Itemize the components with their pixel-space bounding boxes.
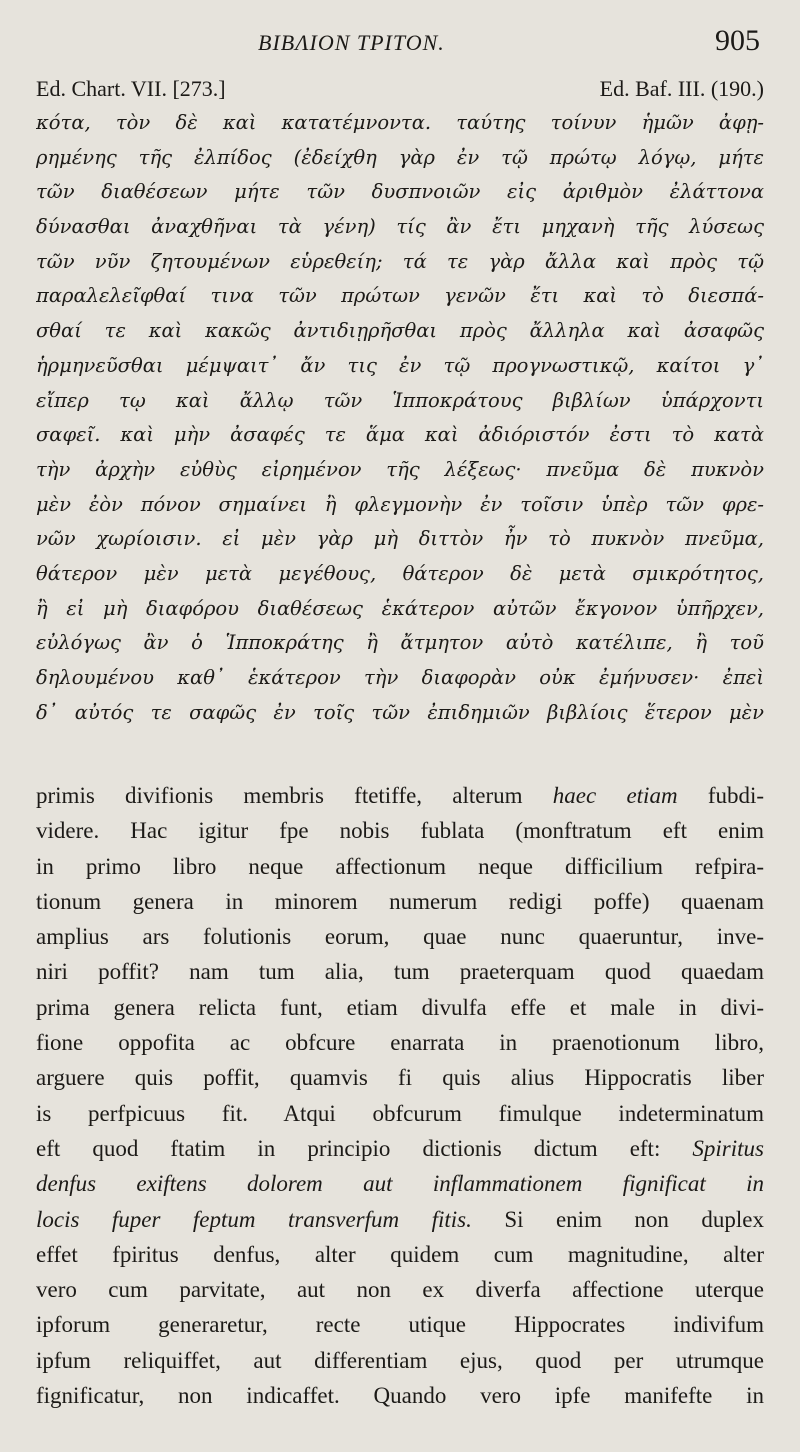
edition-line <box>36 76 764 104</box>
greek-line: τῶν διαθέσεων μήτε τῶν δυσπνοιῶν εἰς ἀριθμὸν ἐλάττονα <box>36 180 764 204</box>
latin-italic-text: locis fuper feptum transverfum fitis. <box>36 1206 472 1232</box>
greek-line: παραλελεῖφθαί τινα τῶν πρώτων γενῶν ἔτι καὶ τὸ διεσπά- <box>36 284 764 308</box>
greek-line: ἢ εἰ μὴ διαφόρου διαθέσεως ἑκάτερον αὐτῶν ἔκγονον ὑπῆρχεν, <box>36 596 764 620</box>
latin-line: prima genera relicta funt, etiam divulfa effe et male in divi- <box>36 994 764 1020</box>
page-number: 905 <box>715 24 760 57</box>
latin-line <box>36 778 764 813</box>
greek-line: ἡρμηνεῦσθαι μέμψαιτ᾽ ἄν τις ἐν τῷ προγνωστικῷ, καίτοι γ᾽ <box>36 353 764 377</box>
latin-text-block <box>36 778 764 1413</box>
latin-line: amplius ars folutionis eorum, quae nunc quaeruntur, inve- <box>36 924 764 950</box>
greek-line: τῶν νῦν ζητουμένων εὑρεθείη; τά τε γὰρ ἄλλα καὶ πρὸς τῷ <box>36 249 764 273</box>
latin-line: vero cum parvitate, aut non ex diverfa affectione uterque <box>36 1277 764 1303</box>
greek-line: νῶν χωρίοισιν. εἰ μὲν γὰρ μὴ διττὸν ἦν τὸ πυκνὸν πνεῦμα, <box>36 527 764 551</box>
greek-line: τὴν ἀρχὴν εὐθὺς εἰρημένον τῆς λέξεως· πνεῦμα δὲ πυκνὸν <box>36 457 764 481</box>
greek-line: θάτερον μὲν μετὰ μεγέθους, θάτερον δὲ μετὰ σμικρότητος, <box>36 561 764 585</box>
latin-line: arguere quis poffit, quamvis fi quis alius Hippocratis liber <box>36 1065 764 1091</box>
greek-line: σθαί τε καὶ κακῶς ἀντιδιῃρῆσθαι πρὸς ἄλληλα καὶ ἀσαφῶς <box>36 319 764 343</box>
latin-line: niri poffit? nam tum alia, tum praeterquam quod quaedam <box>36 959 764 985</box>
latin-line: fione oppofita ac obfcure enarrata in praenotionum libro, <box>36 1030 764 1056</box>
latin-line <box>36 1131 764 1166</box>
greek-line: δηλουμένου καθ᾽ ἑκάτερον τὴν διαφορὰν οὐκ ἐμήνυσεν· ἐπεὶ <box>36 666 764 689</box>
greek-line: εἴπερ τῳ καὶ ἄλλῳ τῶν Ἱπποκράτους βιβλίων ὑπάρχοντι <box>36 388 764 412</box>
greek-text-block <box>36 106 764 730</box>
latin-text: eft quod ftatim in principio dictionis dictum eft: <box>36 1135 661 1161</box>
edition-chartier: Ed. Chart. VII. [273.] <box>36 76 226 101</box>
book-title: ΒΙΒΛΙΟΝ ΤΡΙΤΟΝ. <box>258 30 445 55</box>
latin-line: is perfpicuus fit. Atqui obfcurum fimulque indeterminatum <box>36 1100 764 1126</box>
greek-line: σαφεῖ. καὶ μὴν ἀσαφές τε ἅμα καὶ ἀδιόριστόν ἐστι τὸ κατὰ <box>36 423 764 447</box>
latin-line: effet fpiritus denfus, alter quidem cum magnitudine, alter <box>36 1241 764 1267</box>
latin-italic-line: denfus exiftens dolorem aut inflammationem fignificat in <box>36 1171 764 1197</box>
latin-line <box>36 1202 764 1237</box>
latin-italic-text: Spiritus <box>692 1135 764 1161</box>
running-head <box>0 24 800 64</box>
latin-line: videre. Hac igitur fpe nobis fublata (monftratum eft enim <box>36 818 764 844</box>
latin-line: ipfum reliquiffet, aut differentiam ejus, quod per utrumque <box>36 1347 764 1373</box>
greek-line: δύνασθαι ἀναχθῆναι τὰ γένη) τίς ἂν ἔτι μηχανὴ τῆς λύσεως <box>36 215 764 239</box>
greek-line: κότα, τὸν δὲ καὶ κατατέμνοντα. ταύτης τοίνυν ἡμῶν ἀφῃ- <box>36 111 764 134</box>
latin-text: primis divifionis membris ftetiffe, alterum <box>36 783 523 808</box>
latin-text: Si enim non duplex <box>504 1206 764 1232</box>
latin-italic-text: haec etiam <box>552 783 678 808</box>
greek-line: δ᾽ αὐτός τε σαφῶς ἐν τοῖς τῶν ἐπιδημιῶν βιβλίοις ἕτερον μὲν <box>36 700 764 724</box>
greek-line: ρημένης τῆς ἐλπίδος (ἐδείχθη γὰρ ἐν τῷ πρώτῳ λόγῳ, μήτε <box>36 145 764 169</box>
edition-basel: Ed. Baf. III. (190.) <box>599 76 764 101</box>
latin-line: ipforum generaretur, recte utique Hippocrates indivifum <box>36 1312 764 1338</box>
latin-line: in primo libro neque affectionum neque difficilium refpira- <box>36 853 764 879</box>
latin-text: fubdi- <box>707 783 764 808</box>
greek-line: εὐλόγως ἂν ὁ Ἱπποκράτης ἢ ἄτμητον αὐτὸ κατέλιπε, ἢ τοῦ <box>36 631 764 655</box>
latin-line: fignificatur, non indicaffet. Quando vero ipfe manifefte in <box>36 1383 764 1409</box>
greek-line: μὲν ἐὸν πόνον σημαίνει ἢ φλεγμονὴν ἐν τοῖσιν ὑπὲρ τῶν φρε- <box>36 492 764 516</box>
latin-line: tionum genera in minorem numerum redigi poffe) quaenam <box>36 888 764 914</box>
